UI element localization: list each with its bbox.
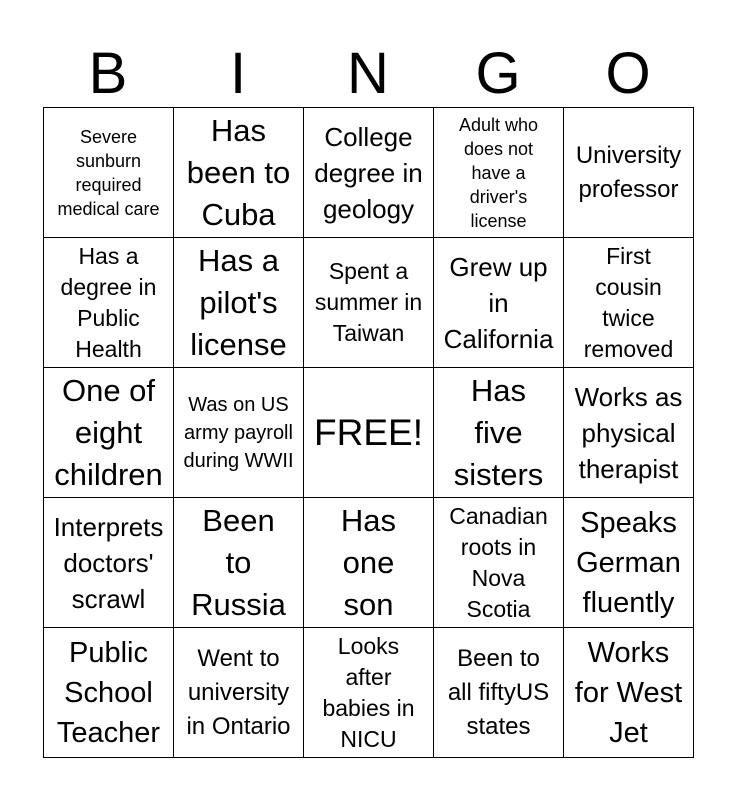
bingo-cell[interactable]	[434, 368, 564, 498]
bingo-cell[interactable]	[44, 108, 174, 238]
bingo-cell[interactable]	[564, 628, 694, 758]
bingo-cell[interactable]	[434, 498, 564, 628]
cell-text: First cousin twice removed	[583, 242, 674, 362]
bingo-cell[interactable]	[434, 238, 564, 368]
cell-text: Went to university in Ontario	[186, 644, 291, 740]
cell-text: Has a degree in Public Health	[60, 242, 157, 362]
bingo-cell[interactable]	[564, 498, 694, 628]
header-letter-i: I	[229, 41, 247, 106]
bingo-cell[interactable]	[304, 498, 434, 628]
cell-text: Has one son	[340, 502, 397, 622]
cell-text: University professor	[575, 141, 682, 203]
cell-text: Grew up in California	[443, 251, 554, 354]
cell-text: One of eight children	[54, 372, 163, 492]
cell-text: Spent a summer in Taiwan	[314, 258, 423, 346]
bingo-cell[interactable]	[174, 628, 304, 758]
cell-text: Has a pilot's license	[190, 242, 287, 362]
cell-text: Works as physical therapist	[574, 381, 683, 484]
header-letter-n: N	[347, 41, 389, 106]
bingo-grid	[43, 107, 694, 758]
bingo-cell[interactable]	[174, 108, 304, 238]
bingo-cell[interactable]	[564, 108, 694, 238]
cell-text: Interprets doctors' scrawl	[53, 511, 164, 614]
cell-text: Public School Teacher	[56, 636, 161, 749]
cell-text: College degree in geology	[314, 121, 423, 224]
cell-text: Was on US army payroll during WWII	[183, 393, 294, 472]
bingo-cell[interactable]	[564, 238, 694, 368]
cell-text: Severe sunburn required medical care	[57, 126, 160, 219]
bingo-cell[interactable]	[434, 108, 564, 238]
cell-text: Has been to Cuba	[186, 112, 291, 232]
cell-text: Canadian roots in Nova Scotia	[449, 502, 548, 622]
header-letter-b: B	[88, 41, 128, 106]
bingo-cell[interactable]	[304, 238, 434, 368]
bingo-cell[interactable]	[44, 368, 174, 498]
cell-text: Been to Russia	[191, 502, 286, 622]
bingo-cell[interactable]	[304, 628, 434, 758]
bingo-cell[interactable]	[304, 108, 434, 238]
cell-text: Has five sisters	[453, 372, 544, 492]
header-letter-o: O	[605, 41, 651, 106]
bingo-cell[interactable]	[174, 238, 304, 368]
header-letter-g: G	[475, 41, 521, 106]
bingo-cell[interactable]	[44, 628, 174, 758]
bingo-cell[interactable]	[44, 238, 174, 368]
cell-text: Speaks German fluently	[576, 506, 681, 619]
cell-text: Adult who does not have a driver's license	[458, 114, 539, 231]
free-space-text: FREE!	[314, 411, 423, 453]
cell-text: Works for West Jet	[574, 636, 683, 749]
bingo-cell[interactable]	[564, 368, 694, 498]
cell-text: Been to all fiftyUS states	[447, 644, 550, 740]
bingo-cell[interactable]	[174, 498, 304, 628]
bingo-cell[interactable]	[434, 628, 564, 758]
bingo-header	[43, 40, 693, 108]
cell-text: Looks after babies in NICU	[322, 632, 415, 752]
bingo-cell[interactable]	[174, 368, 304, 498]
bingo-cell[interactable]	[44, 498, 174, 628]
free-space-cell[interactable]	[304, 368, 434, 498]
